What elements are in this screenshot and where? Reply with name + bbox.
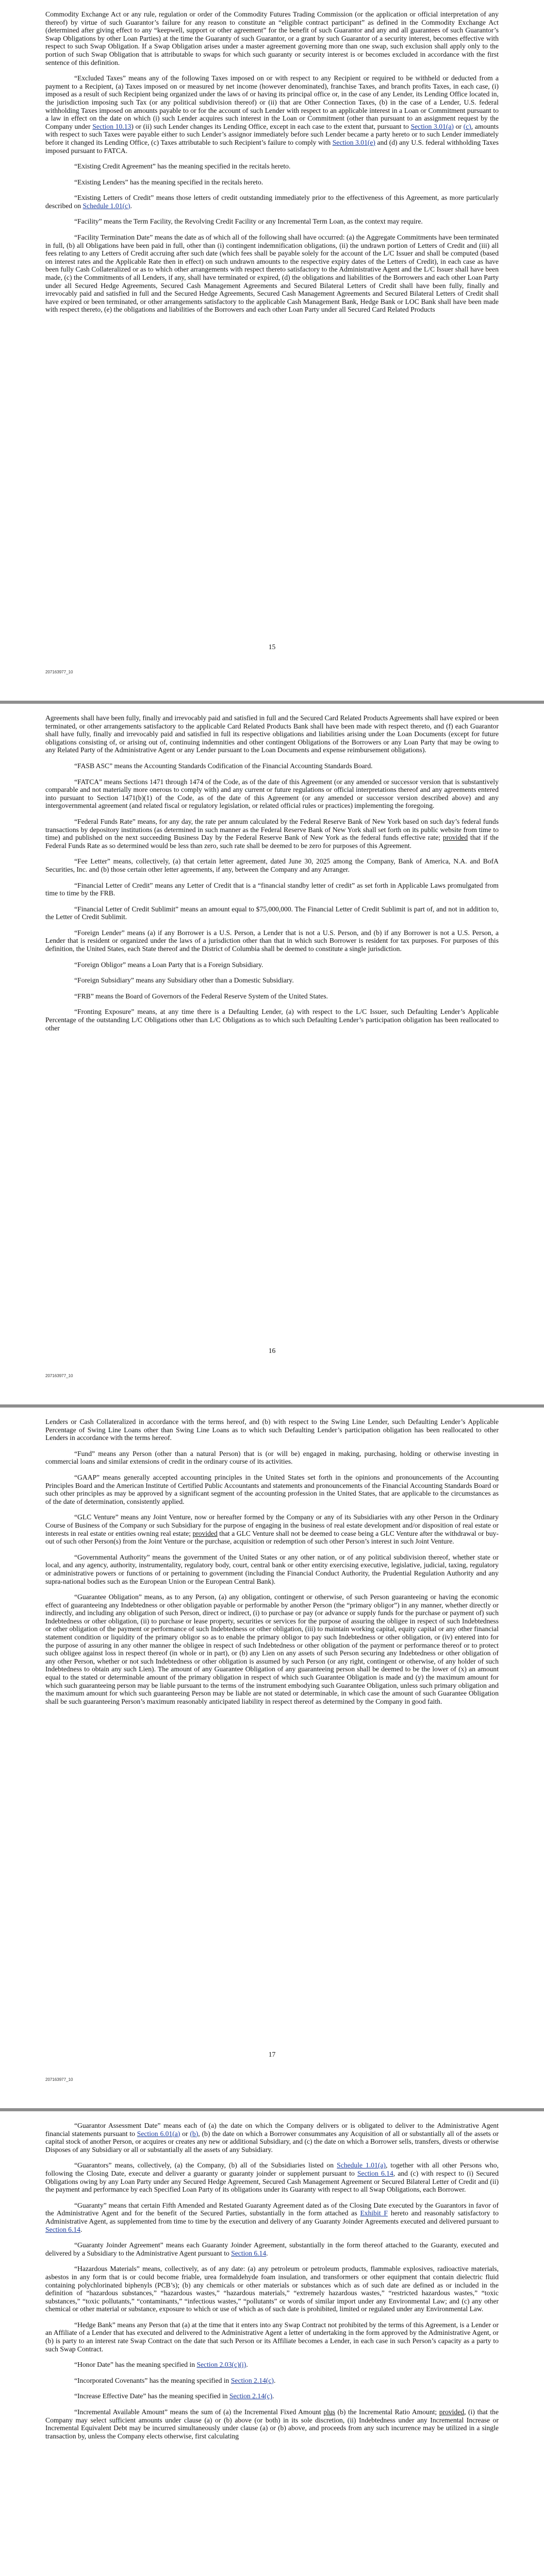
text-run: , and (c) with respect to (i) Secured Obligations owing by any Loan Party under any Secured Hedge Agreement, Secured Cash Management Agreement or Secured Bilateral Letter of Credit and (ii) the payment and performance by each Specified Loan Party of its obligations under its Guaranty with respect to all Swap Obligations, each Borrower. xyxy=(45,2169,499,2194)
cross-reference-link[interactable]: Section 6.01(a) xyxy=(137,2129,180,2138)
cross-reference-link[interactable]: (c) xyxy=(463,122,471,130)
underlined-term: provided xyxy=(442,834,468,842)
text-run: “Guarantors” means, collectively, (a) the Company, (b) all of the Subsidiaries listed on xyxy=(74,2161,337,2170)
page-body xyxy=(45,714,499,1032)
cross-reference-link[interactable]: Section 2.14(c) xyxy=(229,2392,272,2400)
text-run: , (i) that the Company may select sufficient amounts under clause (a) or (b) above (or both) in its sole discretion, (ii) Indebtedness under any Incremental Increase or Incremental Equivalent Debt may be incurred simultaneously under clause (a) or (b) above, and proceeds from any such incurrence may be utilized in a single transaction by, unless the Company elects otherwise, first calculating xyxy=(45,2408,499,2440)
paragraph xyxy=(45,929,499,953)
cross-reference-link[interactable]: Exhibit F xyxy=(360,2209,388,2217)
cross-reference-link[interactable]: Section 6.14 xyxy=(357,2169,393,2177)
cross-reference-link[interactable]: Section 3.01(a) xyxy=(410,122,454,130)
text-run: “Existing Credit Agreement” has the meaning specified in the recitals hereto. xyxy=(74,162,291,171)
text-run: “Foreign Subsidiary” means any Subsidiary other than a Domestic Subsidiary. xyxy=(74,976,294,985)
cross-reference-link[interactable]: Schedule 1.01(c) xyxy=(83,201,130,210)
paragraph xyxy=(45,2361,499,2369)
text-run: “Incremental Available Amount” means the sum of (a) the Incremental Fixed Amount xyxy=(74,2408,324,2416)
text-run: “FASB ASC” means the Accounting Standards Codification of the Financial Accounting Standards Board. xyxy=(74,761,373,770)
text-run: “Fund” means any Person (other than a natural Person) that is (or will be) engaged in making, purchasing, holding or otherwise investing in commercial loans and similar extensions of credit in the ordinary course of its activities. xyxy=(45,1449,499,1466)
text-run: “Foreign Lender” means (a) if any Borrower is a U.S. Person, a Lender that is not a U.S. Person, and (b) if any Borrower is not a U.S. Person, a Lender that is resident or organized under the laws of a jurisdiction other than that in which such Borrower is resident for tax purposes. For purposes of this definition, the United States, each State thereof and the District of Columbia shall be deemed to constitute a single jurisdiction. xyxy=(45,928,499,953)
text-run: “FATCA” means Sections 1471 through 1474 of the Code, as of the date of this Agreement (or any amended or successor version that is substantively comparable and not materially more onerous to comply with) and any current or future regulations or official interpretations thereof and any agreements entered into pursuant to Section 1471(b)(1) of the Code, as of the date of this Agreement (or any amended or successor version described above) and any intergovernmental agreement (and related fiscal or regulatory legislation, or related official rules or practices) implementing the foregoing. xyxy=(45,777,499,810)
text-run: hereto and reasonably satisfactory to Administrative Agent, as supplemented from time to time by the execution and delivery of any Guaranty Joinder Agreements executed and delivered pursuant to xyxy=(45,2209,499,2225)
text-run: “Excluded Taxes” means any of the following Taxes imposed on or with respect to any Recipient or required to be withheld or deducted from a payment to a Recipient, (a) Taxes imposed on or measured by net income (however denominated), franchise Taxes, and branch profits Taxes, in each case, (i) imposed as a result of such Recipient being organized under the laws of or having its principal office or, in the case of any Lender, its Lending Office located in, the jurisdiction imposing such Tax (or any political subdivision thereof) or (ii) that are Other Connection Taxes, (b) in the case of a Lender, U.S. federal withholding Taxes imposed on amounts payable to or for the account of such Lender with respect to an applicable interest in a Loan or Commitment pursuant to a law in effect on the date on which (i) such Lender acquires such interest in the Loan or Commitment (other than pursuant to an assignment request by the Company under xyxy=(45,74,499,130)
paragraph xyxy=(45,905,499,921)
text-run: that if the Federal Funds Rate as so determined would be less than zero, such rate shall be deemed to be zero for purposes of this Agreement. xyxy=(45,834,499,850)
cross-reference-link[interactable]: Section 2.03(c)(i) xyxy=(196,2361,246,2369)
cross-reference-link[interactable]: Section 2.14(c) xyxy=(230,2376,274,2384)
text-run: Lenders or Cash Collateralized in accordance with the terms hereof, and (b) with respect to the Swing Line Lender, such Defaulting Lender’s Applicable Percentage of Swing Line Loans other than Swing Line Loans as to which such Defaulting Lender’s participation obligation has been reallocated to other Lenders in accordance with the terms hereof. xyxy=(45,1418,499,1442)
page-body xyxy=(45,2122,499,2440)
text-run: Commodity Exchange Act or any rule, regulation or order of the Commodity Futures Trading Commission (or the application or official interpretation of any thereof) by virtue of such Guarantor’s failure for any reason to constitute an “eligible contract participant” as defined in the Commodity Exchange Act (determined after giving effect to any “keepwell, support or other agreement” for the benefit of such Guarantor and any and all guarantees of such Guarantor’s Swap Obligations by other Loan Parties) at the time the Guaranty of such Guarantor, or a grant by such Guarantor of a security interest, becomes effective with respect to such Swap Obligation. If a Swap Obligation arises under a master agreement governing more than one swap, such exclusion shall apply only to the portion of such Swap Obligation that is attributable to swaps for which such guaranty or security interest is or becomes excluded in accordance with the first sentence of this definition. xyxy=(45,10,499,66)
page-number: 15 xyxy=(268,643,276,651)
paragraph xyxy=(45,162,499,171)
text-run: “Fronting Exposure” means, at any time there is a Defaulting Lender, (a) with respect to the L/C Issuer, such Defaulting Lender’s Applicable Percentage of the outstanding L/C Obligations other than L/C Obligations as to which such Defaulting Lender’s participation obligation has been reallocated to other xyxy=(45,1008,499,1032)
paragraph xyxy=(45,1008,499,1032)
text-run: “Honor Date” has the meaning specified in xyxy=(74,2361,197,2369)
underlined-term: provided xyxy=(192,1529,218,1537)
text-run: Agreements shall have been fully, finally and irrevocably paid and satisfied in full and the Secured Card Related Products Agreements shall have expired or been terminated, or other arrangements satisfactory to the applicable Card Related Products Bank shall have been made with respect thereto, and (f) each Guarantor shall have fully, finally and irrevocably paid and satisfied in full its respective obligations and liabilities arising under the Loan Documents (except for future obligations consisting of, or arising out of, continuing indemnities and other contingent Obligations of the Borrowers or any Loan Party that may be owing to any Related Party of the Administrative Agent or any Lender pursuant to the Loan Documents and expense reimbursement obligations). xyxy=(45,714,499,754)
text-run: “Hazardous Materials” means, collectively, as of any date: (a) any petroleum or petroleum products, flammable explosives, radioactive materials, asbestos in any form that is or could become friable, urea formaldehyde foam insulation, and transformers or other equipment that contain dielectric fluid containing polychlorinated biphenyls (PCB’s); (b) any chemicals or other materials or substances which as of such date are defined as or included in the definition of “hazardous substances,” “hazardous wastes,” “hazardous materials,” “extremely hazardous wastes,” “restricted hazardous wastes,” “toxic substances,” “toxic pollutants,” “contaminants,” “infectious wastes,” “pollutants” or words of similar import under any Environmental Law; and (c) any other chemical or other material or substance, exposure to which or use of which as of such date is prohibited, limited or regulated under any Environmental Law. xyxy=(45,2265,499,2313)
paragraph xyxy=(45,2201,499,2233)
cross-reference-link[interactable]: Section 6.14 xyxy=(231,2249,267,2257)
text-run: “Guaranty Joinder Agreement” means each Guaranty Joinder Agreement, substantially in the form thereof attached to the Guaranty, executed and delivered by a Subsidiary to the Administrative Agent pursuant to xyxy=(45,2241,499,2257)
paragraph xyxy=(45,233,499,314)
paragraph xyxy=(45,1473,499,1505)
text-run: and (d) any U.S. federal withholding Taxes imposed pursuant to FATCA. xyxy=(45,138,499,155)
text-run: “FRB” means the Board of Governors of the Federal Reserve System of the United States. xyxy=(74,992,328,1000)
paragraph xyxy=(45,818,499,850)
text-run: “GLC Venture” means any Joint Venture, now or hereafter formed by the Company or any of its Subsidiaries with any other Person in the Ordinary Course of Business of the Company or such Subsidiary for the purpose of engaging in the business of real estate development and/or disposition of real estate or interests in real estate or entities owning real estate; xyxy=(45,1513,499,1537)
cross-reference-link[interactable]: Section 6.14 xyxy=(45,2225,80,2233)
page-number: 16 xyxy=(268,1347,276,1354)
text-run: , together with all other Persons who, following the Closing Date, execute and deliver a guaranty or guaranty joinder or supplement pursuant to xyxy=(45,2161,499,2177)
page-body xyxy=(45,1418,499,1705)
cross-reference-link[interactable]: Section 3.01(e) xyxy=(332,138,375,146)
paragraph xyxy=(45,1450,499,1466)
page-18 xyxy=(0,2111,544,2576)
paragraph xyxy=(45,976,499,985)
text-run: “Facility Termination Date” means the date as of which all of the following shall have occurred: (a) the Aggregate Commitments have been terminated in full, (b) all Obligations have been paid in full, other than (i) contingent indemnification obligations, (ii) the undrawn portion of Letters of Credit and (iii) all fees relating to any Letters of Credit accruing after such date (which fees shall be payable solely for the account of the L/C Issuer and shall be computed (based on interest rates and the Applicable Rate then in effect) on such undrawn amounts to the respective expiry dates of the Letters of Credit), in each case as have been fully Cash Collateralized or as to which other arrangements with respect thereto satisfactory to the Administrative Agent and the L/C Issuer shall have been made, (c) the Commitments of all Lenders, if any, shall have terminated or expired, (d) the obligations and liabilities of the Borrowers and each other Loan Party under all Secured Hedge Agreements, Secured Cash Management Agreements and Secured Bilateral Letters of Credit shall have been fully, finally and irrevocably paid and satisfied in full and the Secured Hedge Agreements, Secured Cash Management Agreements and Secured Bilateral Letters of Credit shall have expired or been terminated, or other arrangements satisfactory to the applicable Cash Management Bank, Hedge Bank or LOC Bank shall have been made with respect thereto, (e) the obligations and liabilities of the Borrowers and each other Loan Party under all Secured Card Related Products xyxy=(45,233,499,314)
paragraph xyxy=(45,2377,499,2385)
text-run: “Financial Letter of Credit” means any Letter of Credit that is a “financial standby letter of credit” as set forth in Applicable Laws promulgated from time to time by the FRB. xyxy=(45,881,499,897)
paragraph xyxy=(45,714,499,754)
text-run: “Governmental Authority” means the government of the United States or any other nation, or of any political subdivision thereof, whether state or local, and any agency, authority, instrumentality, regulatory body, court, central bank or other entity exercising executive, legislative, judicial, taxing, regulatory or administrative powers or functions of or pertaining to government (including the Financial Conduct Authority, the Prudential Regulation Authority and any supra-national bodies such as the European Union or the European Central Bank). xyxy=(45,1553,499,1585)
text-run: , amounts with respect to such Taxes were payable either to such Lender’s assignor immediately before such Lender became a party hereto or to such Lender immediately before it changed its Lending Office, (c) Taxes attributable to such Recipient’s failure to comply with xyxy=(45,122,499,146)
text-run: “Guarantee Obligation” means, as to any Person, (a) any obligation, contingent or otherwise, of such Person guaranteeing or having the economic effect of guaranteeing any Indebtedness or other obligation payable or performable by another Person (the “primary obligor”) in any manner, whether directly or indirectly, and including any obligation of such Person, direct or indirect, (i) to purchase or pay (or advance or supply funds for the purchase or payment of) such Indebtedness or other obligation, (ii) to purchase or lease property, securities or services for the purpose of assuring the obligee in respect of such Indebtedness or other obligation of the payment or performance of such Indebtedness or other obligation, (iii) to maintain working capital, equity capital or any other financial statement condition or liquidity of the primary obligor so as to enable the primary obligor to pay such Indebtedness or other obligation, or (iv) entered into for the purpose of assuring in any other manner the obligee in respect of such Indebtedness or other obligation of the payment or performance thereof or to protect such obligee against loss in respect thereof (in whole or in part), or (b) any Lien on any assets of such Person securing any Indebtedness or other obligation of any other Person, whether or not such Indebtedness or other obligation is assumed by such Person (or any right, contingent or otherwise, of any holder of such Indebtedness to obtain any such Lien). The amount of any Guarantee Obligation of any guaranteeing person shall be deemed to be the lower of (x) an amount equal to the stated or determinable amount of the primary obligation in respect of which such Guarantee Obligation is made and (y) the maximum amount for which such guaranteeing person may be liable pursuant to the terms of the instrument embodying such Guarantee Obligation, unless such primary obligation and the maximum amount for which such guaranteeing Person may be liable are not stated or determinable, in which case the amount of such Guarantee Obligation shall be such guaranteeing Person’s maximum reasonably anticipated liability in respect thereof as determined by the Company in good faith. xyxy=(45,1593,499,1705)
paragraph xyxy=(45,992,499,1001)
text-run: , (b) the date on which a Borrower consummates any Acquisition of all or substantially all of the assets or capital stock of another Person, or acquires or creates any new or additional Subsidiary, and (c) the date on which a Borrower sells, transfers, divests or otherwise Disposes of any Subsidiary or all or substantially all the assets of any Subsidiary. xyxy=(45,2129,499,2154)
paragraph xyxy=(45,857,499,873)
text-run: “Foreign Obligor” means a Loan Party that is a Foreign Subsidiary. xyxy=(74,960,263,969)
text-run: . xyxy=(246,2361,248,2369)
page-body xyxy=(45,10,499,314)
paragraph xyxy=(45,194,499,210)
paragraph xyxy=(45,1553,499,1585)
paragraph xyxy=(45,2241,499,2257)
paragraph xyxy=(45,74,499,155)
text-run: “Federal Funds Rate” means, for any day, the rate per annum calculated by the Federal Reserve Bank of New York based on such day’s federal funds transactions by depository institutions (as determined in such manner as the Federal Reserve Bank of New York shall set forth on its public website from time to time) and published on the next succeeding Business Day by the Federal Reserve Bank of New York as the federal funds effective rate; xyxy=(45,817,499,842)
paragraph xyxy=(45,2161,499,2193)
underlined-term: plus xyxy=(323,2408,335,2416)
underlined-term: provided xyxy=(439,2408,465,2416)
text-run: “Increase Effective Date” has the meaning specified in xyxy=(74,2392,229,2400)
text-run: “Existing Letters of Credit” means those letters of credit outstanding immediately prior to the effectiveness of this Agreement, as more particularly described on xyxy=(45,194,499,210)
paragraph xyxy=(45,1593,499,1705)
paragraph xyxy=(45,2408,499,2440)
paragraph xyxy=(45,2265,499,2313)
page-16 xyxy=(0,704,544,1404)
paragraph xyxy=(45,762,499,770)
text-run: “Existing Lenders” has the meaning specified in the recitals hereto. xyxy=(74,178,263,186)
page-number: 17 xyxy=(268,2050,276,2058)
cross-reference-link[interactable]: Section 10.13 xyxy=(92,122,131,130)
paragraph xyxy=(45,2321,499,2353)
paragraph xyxy=(45,2122,499,2154)
text-run: . xyxy=(80,2225,83,2233)
text-run: “Facility” means the Term Facility, the Revolving Credit Facility or any Incremental Term Loan, as the context may require. xyxy=(74,217,423,226)
paragraph xyxy=(45,882,499,897)
text-run: “Guarantor Assessment Date” means each of (a) the date on which the Company delivers or is obligated to deliver to the Administrative Agent financial statements pursuant to xyxy=(45,2122,499,2138)
text-run: (b) the Incremental Ratio Amount; xyxy=(335,2408,439,2416)
page-17 xyxy=(0,1408,544,2108)
text-run: “Hedge Bank” means any Person that (a) at the time that it enters into any Swap Contract not prohibited by the terms of this Agreement, is a Lender or an Affiliate of a Lender that has executed and delivered to the Administrative Agent a letter of undertaking in the form approved by the Administrative Agent, or (b) is party to an interest rate Swap Contract on the date that such Person or its Affiliate becomes a Lender, in each case in such Person’s capacity as a party to such Swap Contract. xyxy=(45,2320,499,2353)
text-run: “GAAP” means generally accepted accounting principles in the United States set forth in the opinions and pronouncements of the Accounting Principles Board and the American Institute of Certified Public Accountants and statements and pronouncements of the Financial Accounting Standards Board or such other principles as may be approved by a significant segment of the accounting profession in the United States, that are applicable to the circumstances as of the date of determination, consistently applied. xyxy=(45,1473,499,1505)
text-run: that a GLC Venture shall not be deemed to cease being a GLC Venture after the withdrawal or buy-out of such other Person(s) from the Joint Venture or the purchase, acquisition or redemption of such other Person’s interest in such Joint Venture. xyxy=(45,1529,499,1546)
page-15 xyxy=(0,0,544,701)
document-id: 207163977_10 xyxy=(45,670,73,674)
text-run: “Incorporated Covenants” has the meaning specified in xyxy=(74,2376,231,2384)
paragraph xyxy=(45,2392,499,2400)
document-id: 207163977_10 xyxy=(45,2077,73,2082)
cross-reference-link[interactable]: (b) xyxy=(190,2129,199,2138)
text-run: or xyxy=(453,122,464,130)
text-run: ) or (ii) such Lender changes its Lending Office, except in each case to the extent that, pursuant to xyxy=(131,122,411,130)
paragraph xyxy=(45,1513,499,1545)
text-run: “Guaranty” means that certain Fifth Amended and Restated Guaranty Agreement dated as of the Closing Date executed by the Guarantors in favor of the Administrative Agent and for the benefit of the Secured Parties, substantially in the form attached as xyxy=(45,2201,499,2217)
text-run: “Fee Letter” means, collectively, (a) that certain letter agreement, dated June 30, 2025 among the Company, Bank of America, N.A. and BofA Securities, Inc. and (b) those certain other letter agreements, if any, between the Company and any Arranger. xyxy=(45,857,499,873)
text-run: . xyxy=(272,2392,274,2400)
paragraph xyxy=(45,10,499,66)
paragraph xyxy=(45,778,499,810)
document-id: 207163977_10 xyxy=(45,1374,73,1378)
text-run: . xyxy=(130,201,132,210)
text-run: “Financial Letter of Credit Sublimit” means an amount equal to $75,000,000. The Financial Letter of Credit Sublimit is part of, and not in addition to, the Letter of Credit Sublimit. xyxy=(45,905,499,921)
paragraph xyxy=(45,178,499,187)
cross-reference-link[interactable]: Schedule 1.01(a) xyxy=(337,2161,386,2170)
text-run: . xyxy=(273,2376,276,2384)
text-run: . xyxy=(266,2249,268,2257)
paragraph xyxy=(45,217,499,226)
paragraph xyxy=(45,1418,499,1442)
paragraph xyxy=(45,961,499,969)
text-run: or xyxy=(180,2129,190,2138)
